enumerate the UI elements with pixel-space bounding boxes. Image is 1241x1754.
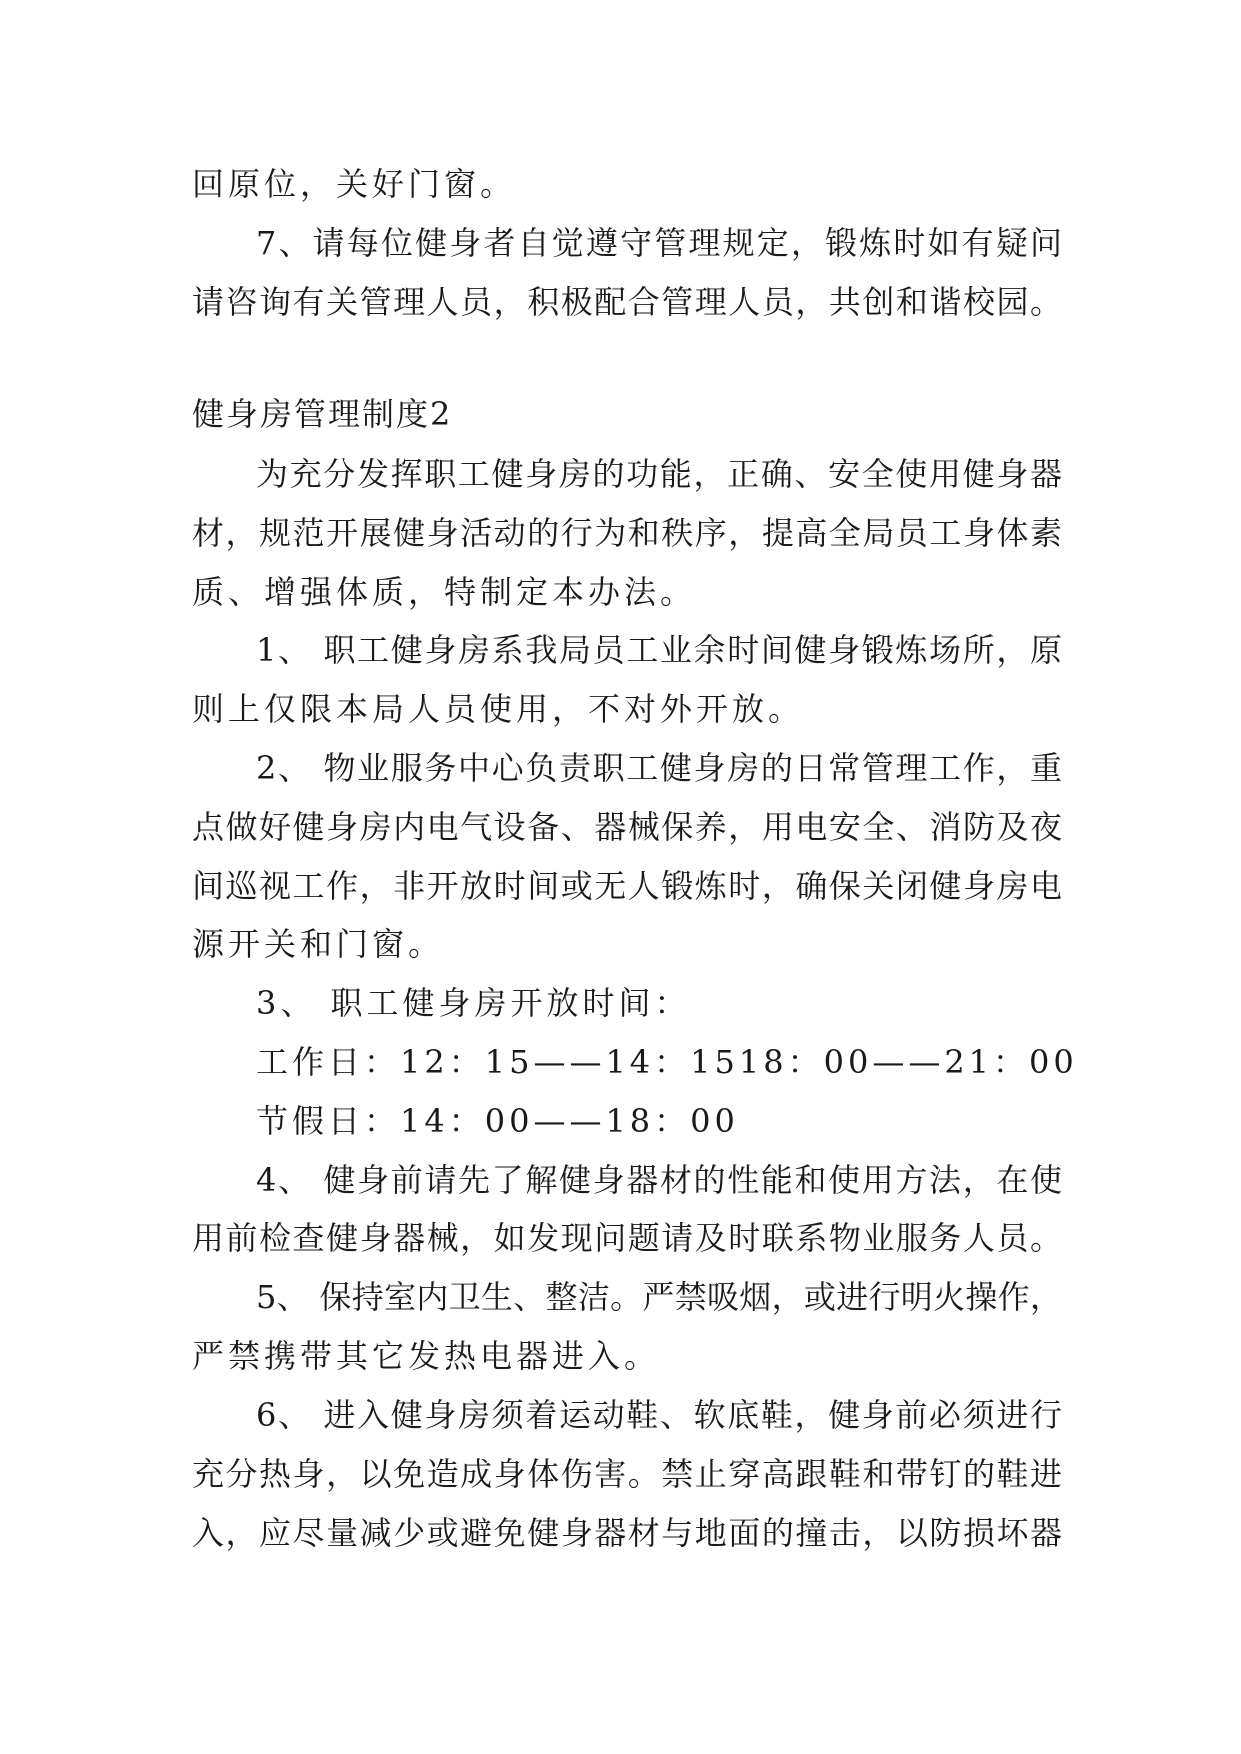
- text-line: 用前检查健身器械，如发现问题请及时联系物业服务人员。: [192, 1219, 1062, 1257]
- text-line: 3、 职工健身房开放时间：: [256, 984, 691, 1022]
- text-line: 严禁携带其它发热电器进入。: [192, 1337, 661, 1375]
- text-line: 回原位，关好门窗。: [192, 165, 517, 203]
- text-line: 质、增强体质，特制定本办法。: [192, 573, 697, 611]
- text-line: 间巡视工作，非开放时间或无人锻炼时，确保关闭健身房电: [192, 867, 1062, 905]
- text-line: 源开关和门窗。: [192, 925, 445, 963]
- text-line: 入，应尽量减少或避免健身器材与地面的撞击，以防损坏器: [192, 1514, 1062, 1552]
- text-line: 材，规范开展健身活动的行为和秩序，提高全局员工身体素: [192, 514, 1062, 552]
- text-line: 6、 进入健身房须着运动鞋、软底鞋，健身前必须进行: [256, 1396, 1062, 1434]
- text-line: 2、 物业服务中心负责职工健身房的日常管理工作，重: [256, 749, 1062, 787]
- text-line: 请咨询有关管理人员，积极配合管理人员，共创和谐校园。: [192, 283, 1062, 321]
- text-line: 1、 职工健身房系我局员工业余时间健身锻炼场所，原: [256, 631, 1062, 669]
- text-line: 则上仅限本局人员使用，不对外开放。: [192, 690, 805, 728]
- text-line: 7、请每位健身者自觉遵守管理规定，锻炼时如有疑问: [256, 224, 1062, 262]
- text-line: 点做好健身房内电气设备、器械保养，用电安全、消防及夜: [192, 808, 1062, 846]
- section-heading: 健身房管理制度2: [192, 395, 453, 433]
- text-line: 充分热身，以免造成身体伤害。禁止穿高跟鞋和带钉的鞋进: [192, 1455, 1062, 1493]
- text-line: 为充分发挥职工健身房的功能，正确、安全使用健身器: [256, 455, 1062, 493]
- schedule-holidays: 节假日：14：00——18：00: [256, 1102, 739, 1140]
- text-line: 4、 健身前请先了解健身器材的性能和使用方法，在使: [256, 1161, 1062, 1199]
- schedule-workdays: 工作日：12：15——14：1518：00——21：00: [256, 1043, 1078, 1081]
- text-line: 5、 保持室内卫生、整洁。严禁吸烟，或进行明火操作，: [256, 1278, 1062, 1316]
